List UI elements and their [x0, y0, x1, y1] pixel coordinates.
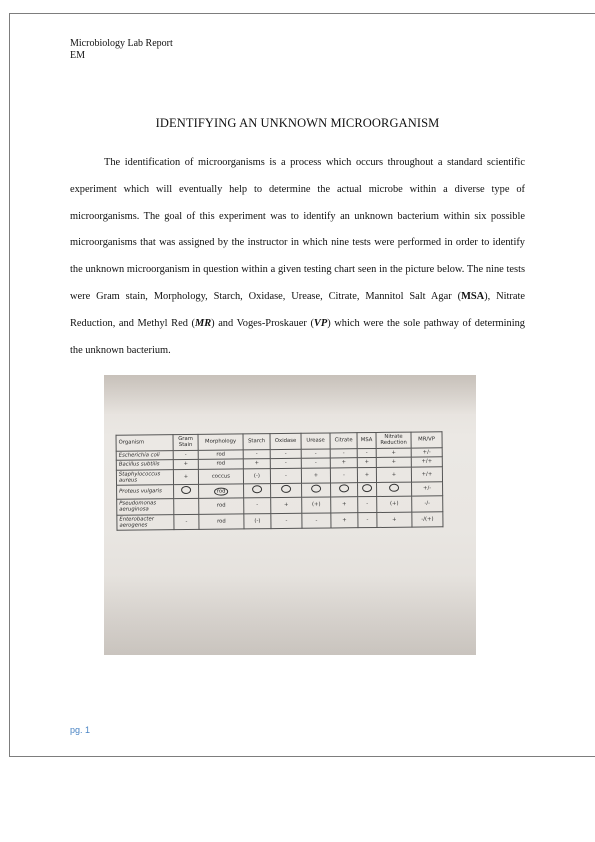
cell [174, 485, 199, 499]
photo-shadow-top [104, 375, 476, 415]
col-header-urease: Urease [301, 433, 330, 449]
text-part-2: ), Nitrate Reduction, and Methyl Red ( [70, 290, 525, 329]
cell: - [270, 468, 301, 484]
cell [302, 483, 331, 497]
cell: - [173, 450, 198, 460]
handwritten-circle-mark [252, 486, 262, 494]
cell: (-) [244, 513, 271, 529]
col-header-citrate: Citrate [330, 433, 357, 449]
cell: + [243, 459, 270, 469]
text-part-4: ) which were the sole pathway of determining the unknown bacterium. [70, 317, 525, 356]
cell [412, 482, 443, 496]
col-header-oxidase: Oxidase [270, 433, 301, 449]
cell: -/(+) [412, 511, 443, 527]
table-row [117, 511, 443, 530]
text-part-1: The identification of microorganisms is a process which occurs throughout a standard scientific experiment which will eventually help to determine the actual microbe within a diverse type of microorganisms. The goal of this experiment was to identify an unknown bacterium within six possible microorganisms that was assigned by the instructor in which nine tests were performed in order to identify the unknown microorganism in question within a given testing chart seen in the picture below. The nine tests were Gram stain, Morphology, Starch, Oxidase, Urease, Citrate, Mannitol Salt Agar ( [70, 157, 525, 302]
cell: + [377, 512, 412, 528]
handwritten-circle-mark [311, 485, 321, 493]
cell-organism: Pseudomonas aeruginosa [117, 498, 174, 514]
cell: rod [198, 450, 243, 460]
photo-shadow-bottom [104, 575, 476, 655]
cell: + [376, 467, 411, 483]
cell: + [357, 458, 376, 468]
cell: + [330, 458, 357, 468]
cell [271, 484, 302, 498]
cell-organism: Staphylococcus aureus [116, 469, 173, 485]
col-header-organism: Organism [116, 435, 173, 451]
cell: - [174, 514, 199, 530]
cell: - [270, 458, 301, 468]
msa-abbrev: MSA [461, 290, 485, 302]
cell: - [301, 458, 330, 468]
cell: + [173, 469, 198, 485]
page-number: pg. 1 [70, 725, 91, 735]
cell: +/+ [411, 457, 442, 467]
cell: rod [198, 459, 243, 469]
cell: - [358, 496, 377, 512]
cell: - [330, 467, 357, 483]
report-title: IDENTIFYING AN UNKNOWN MICROORGANISM [155, 116, 440, 130]
cell: - [243, 449, 270, 459]
cell: + [271, 497, 302, 513]
cell: + [376, 457, 411, 467]
testing-chart-photo [104, 375, 476, 655]
cell: - [330, 448, 357, 458]
cell: - [301, 449, 330, 459]
cell: + [301, 468, 330, 484]
col-header-nitrate: Nitrate Reduction [376, 432, 411, 448]
vp-abbrev: VP [313, 317, 328, 329]
header-course: Microbiology Lab Report [70, 38, 173, 49]
report-header [70, 38, 173, 62]
cell [377, 483, 412, 497]
cell: -/- [412, 496, 443, 512]
cell-organism: Bacillus subtilis [116, 460, 173, 470]
cell: rod [199, 498, 244, 514]
cell-organism: Enterobacter aerogenes [117, 514, 174, 530]
paragraph-text [70, 150, 525, 364]
cell: (-) [243, 468, 270, 484]
col-header-mrvp: MR/VP [411, 432, 442, 448]
cell: - [244, 497, 271, 513]
cell: + [376, 448, 411, 458]
cell-organism: Escherichia coli [116, 450, 173, 460]
col-header-msa: MSA [357, 432, 376, 448]
cell-value: +/- [422, 485, 432, 492]
cell: rod [199, 514, 244, 530]
cell: + [357, 467, 376, 483]
cell-organism: Proteus vulgaris [117, 485, 174, 499]
col-header-starch: Starch [243, 434, 270, 450]
cell [174, 498, 199, 514]
cell: (+) [377, 496, 412, 512]
handwritten-circle-mark [281, 485, 291, 493]
cell: coccus [198, 469, 243, 485]
body-paragraph [70, 150, 525, 364]
handwritten-circle-mark [389, 484, 399, 492]
circled-value: rod [214, 487, 229, 495]
handwritten-circle-mark [181, 486, 191, 494]
col-header-morphology: Morphology [198, 434, 243, 450]
cell [331, 483, 358, 497]
cell: - [358, 512, 377, 528]
cell [199, 484, 244, 498]
testing-chart-table [116, 431, 444, 531]
cell [244, 484, 271, 498]
cell: - [357, 448, 376, 458]
cell: - [271, 513, 302, 529]
cell: (+) [302, 497, 331, 513]
cell: + [173, 460, 198, 470]
cell: + [331, 497, 358, 513]
handwritten-circle-mark [339, 485, 349, 493]
handwritten-circle-mark [362, 484, 372, 492]
cell: +/- [411, 448, 442, 458]
header-initials: EM [70, 50, 85, 61]
mr-abbrev: MR [194, 317, 212, 329]
cell: +/+ [411, 466, 442, 482]
col-header-gram: Gram Stain [173, 434, 198, 450]
cell: - [302, 513, 331, 529]
cell: + [331, 512, 358, 528]
cell: - [270, 449, 301, 459]
cell [358, 483, 377, 497]
text-part-3: ) and Voges-Proskauer ( [211, 317, 314, 329]
